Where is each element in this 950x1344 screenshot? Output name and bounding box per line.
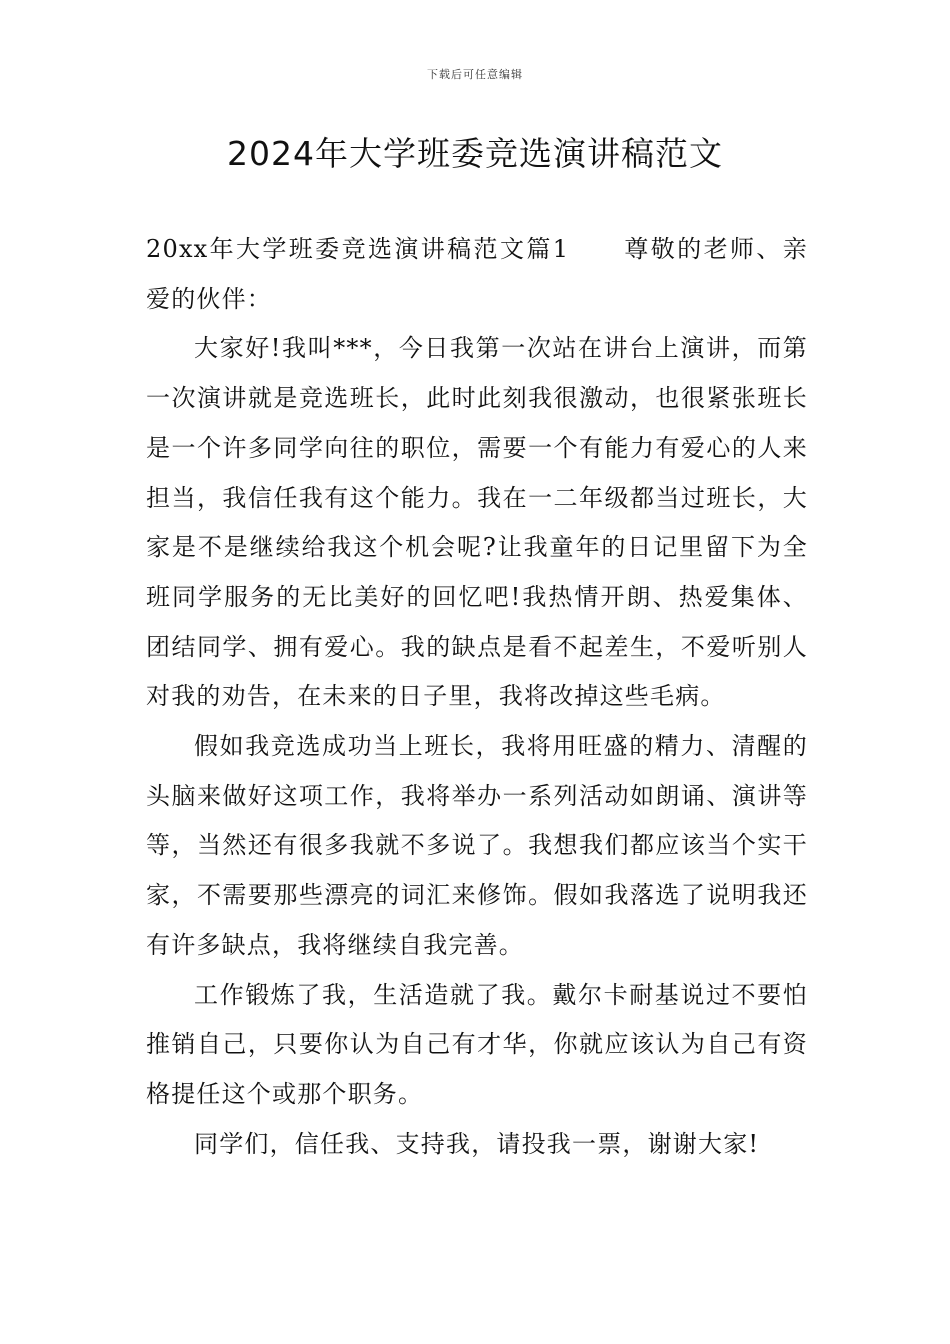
body-paragraph: 同学们，信任我、支持我，请投我一票，谢谢大家! (194, 1129, 760, 1158)
header-note: 下载后可任意编辑 (427, 68, 523, 81)
document-title: 2024年大学班委竞选演讲稿范文 (227, 134, 723, 173)
body-paragraph: 假如我竞选成功当上班长，我将用旺盛的精力、清醒的头脑来做好这项工作，我将举办一系列活动如朗诵、演讲等等，当然还有很多我就不多说了。我想我们都应该当个实干家，不需要那些漂亮的词汇来修饰。假如我落选了说明我还有许多缺点，我将继续自我完善。 (146, 732, 808, 959)
salutation: 尊敬的老师、亲爱的伙伴： (146, 235, 808, 313)
intro-paragraph (146, 225, 808, 324)
body-paragraph: 大家好!我叫***，今日我第一次站在讲台上演讲，而第一次演讲就是竞选班长，此时此刻我很激动，也很紧张班长是一个许多同学向往的职位，需要一个有能力有爱心的人来担当，我信任我有这个能力。我在一二年级都当过班长，大家是不是继续给我这个机会呢?让我童年的日记里留下为全班同学服务的无比美好的回忆吧!我热情开朗、热爱集体、团结同学、拥有爱心。我的缺点是看不起差生，不爱听别人对我的劝告，在未来的日子里，我将改掉这些毛病。 (146, 334, 808, 711)
document-body (146, 225, 808, 1169)
section-heading: 20xx年大学班委竞选演讲稿范文篇1 (146, 235, 570, 263)
body-paragraph: 工作锻炼了我，生活造就了我。戴尔卡耐基说过不要怕推销自己，只要你认为自己有才华，你就应该认为自己有资格提任这个或那个职务。 (146, 980, 808, 1108)
